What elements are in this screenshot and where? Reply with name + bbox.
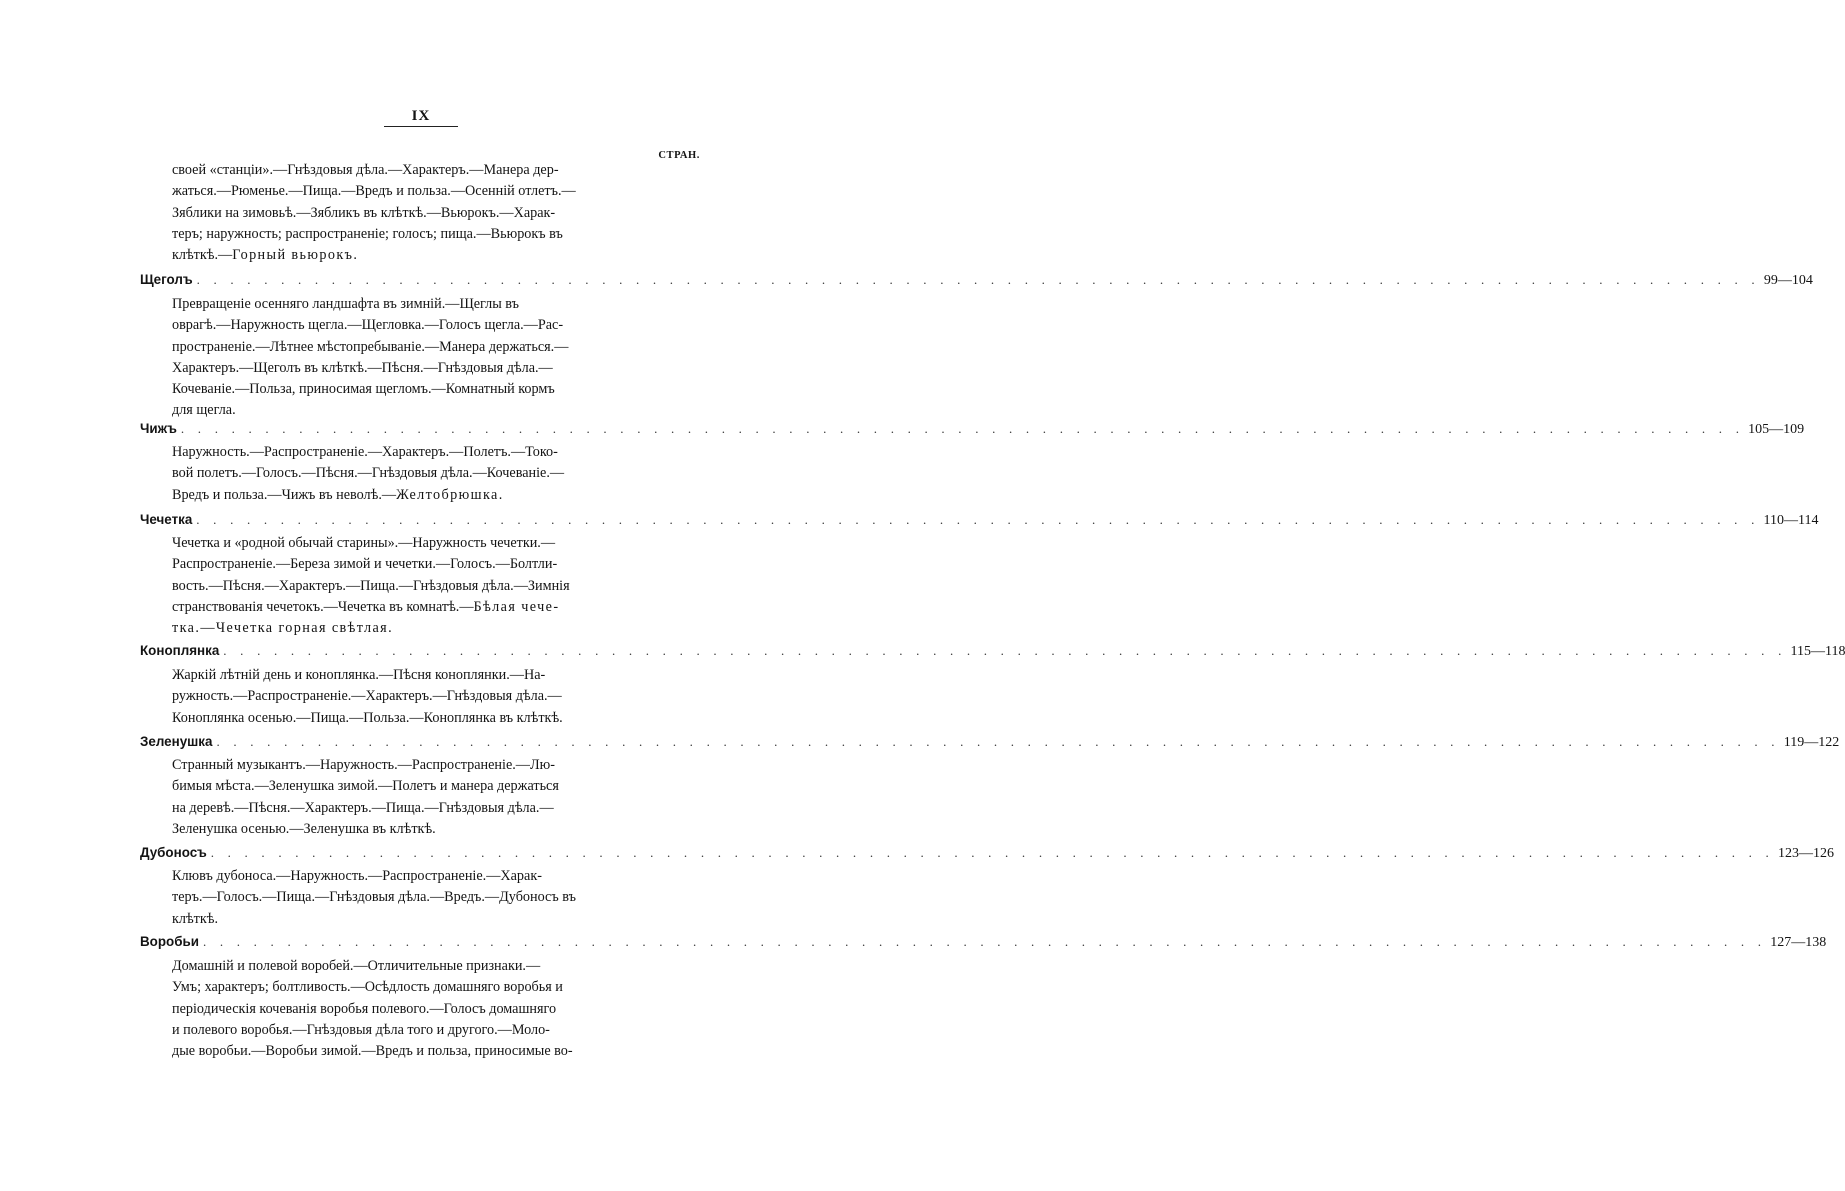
- description-line: и полевого воробья.—Гнѣздовыя дѣла того и другого.—Моло-: [172, 1021, 550, 1038]
- entry-title: Воробьи: [140, 934, 199, 949]
- entry-title: Чижъ: [140, 421, 177, 436]
- toc-entry-zelenushka[interactable]: [140, 734, 1840, 756]
- entry-title: Коноплянка: [140, 643, 220, 658]
- header-rule: [384, 126, 458, 127]
- description-line: странствованія чечетокъ.—Чечетка въ комнатѣ.—Бѣлая чече-: [172, 598, 560, 615]
- description-line: Наружность.—Распространеніе.—Характеръ.—Полетъ.—Токо-: [172, 444, 558, 460]
- description-line: своей «станціи».—Гнѣздовыя дѣла.—Характеръ.—Манера дер-: [172, 162, 559, 178]
- description-line: бимыя мѣста.—Зеленушка зимой.—Полетъ и манера держаться: [172, 778, 559, 795]
- entry-pages: 127—138: [1770, 935, 1827, 950]
- entry-pages: 123—126: [1777, 846, 1834, 861]
- dot-leader: . . . . . . . . . . . . . . . . . . . . . . . . . . . . . . . . . . . . . . . . . . . . . . . . . . . . . . . . . . . . . . . . . . . . . . . . . . . . . . . . . . . . . . . . . . . . .: [196, 272, 1760, 287]
- pages-column-header: СТРАН.: [658, 150, 700, 161]
- dot-leader: . . . . . . . . . . . . . . . . . . . . . . . . . . . . . . . . . . . . . . . . . . . . . . . . . . . . . . . . . . . . . . . . . . . . . . . . . . . . . . . . . . . . . . . . . . . . .: [202, 934, 1767, 949]
- entry-description: [172, 956, 634, 1062]
- description-line: Превращеніе осенняго ландшафта въ зимній.—Щеглы въ: [172, 296, 519, 312]
- description-line: теръ; наружность; распространеніе; голосъ; пища.—Вьюрокъ въ: [172, 225, 563, 242]
- toc-entry-chizh[interactable]: [140, 421, 1805, 443]
- entry-title: Зеленушка: [140, 734, 213, 749]
- entry-pages: 115—118: [1790, 644, 1845, 659]
- dot-leader: . . . . . . . . . . . . . . . . . . . . . . . . . . . . . . . . . . . . . . . . . . . . . . . . . . . . . . . . . . . . . . . . . . . . . . . . . . . . . . . . . . . . . . . . . . . . .: [180, 421, 1745, 436]
- description-line: Странный музыкантъ.—Наружность.—Распространеніе.—Лю-: [172, 757, 555, 773]
- entry-pages: 110—114: [1763, 513, 1819, 528]
- entry-pages: 99—104: [1763, 273, 1813, 288]
- description-line: теръ.—Голосъ.—Пища.—Гнѣздовыя дѣла.—Вредъ.—Дубоносъ въ: [172, 889, 576, 906]
- description-line: Зеленушка осенью.—Зеленушка въ клѣткѣ.: [172, 820, 436, 837]
- entry-title: Щеголъ: [140, 272, 193, 287]
- description-line: Распространеніе.—Береза зимой и чечетки.—Голосъ.—Болтли-: [172, 556, 558, 573]
- entry-description: [172, 866, 634, 930]
- description-line: Зяблики на зимовьѣ.—Зябликъ въ клѣткѣ.—Вьюрокъ.—Харак-: [172, 204, 556, 221]
- description-line: оврагѣ.—Наружность щегла.—Щегловка.—Голосъ щегла.—Рас-: [172, 317, 564, 334]
- description-line: Клювъ дубоноса.—Наружность.—Распространеніе.—Харак-: [172, 868, 542, 884]
- description-line: клѣткѣ.: [172, 910, 219, 927]
- description-line: вость.—Пѣсня.—Характеръ.—Пища.—Гнѣздовыя дѣла.—Зимнія: [172, 577, 570, 594]
- description-line: Кочеваніе.—Польза, приносимая щегломъ.—Комнатный кормъ: [172, 381, 555, 398]
- dot-leader: . . . . . . . . . . . . . . . . . . . . . . . . . . . . . . . . . . . . . . . . . . . . . . . . . . . . . . . . . . . . . . . . . . . . . . . . . . . . . . . . . . . . . . . . . . . . .: [223, 643, 1787, 658]
- dot-leader: . . . . . . . . . . . . . . . . . . . . . . . . . . . . . . . . . . . . . . . . . . . . . . . . . . . . . . . . . . . . . . . . . . . . . . . . . . . . . . . . . . . . . . . . . . . . .: [216, 734, 1780, 749]
- description-line: жаться.—Рюменье.—Пища.—Вредъ и польза.—Осенній отлетъ.—: [172, 183, 576, 200]
- description-line: Жаркій лѣтній день и коноплянка.—Пѣсня коноплянки.—На-: [172, 667, 546, 683]
- continuation-description: [172, 160, 634, 266]
- entry-title: Чечетка: [140, 512, 193, 527]
- description-line: пространеніе.—Лѣтнее мѣстопребываніе.—Манера держаться.—: [172, 338, 569, 355]
- spaced-subtitle: Чечетка горная свѣтлая.: [215, 620, 394, 637]
- entry-description: [172, 442, 634, 506]
- entry-description: [172, 665, 634, 729]
- toc-entry-konoplyanka[interactable]: [140, 643, 1845, 665]
- spaced-subtitle: Желтобрюшка.: [396, 486, 504, 503]
- description-line: вой полетъ.—Голосъ.—Пѣсня.—Гнѣздовыя дѣла.—Кочеваніе.—: [172, 465, 565, 482]
- description-line: клѣткѣ.—Горный вьюрокъ.: [172, 247, 359, 264]
- entry-description: [172, 533, 634, 639]
- description-line: Домашній и полевой воробей.—Отличительные признаки.—: [172, 958, 541, 974]
- spaced-subtitle: Бѣлая чече-: [473, 598, 560, 615]
- entry-title: Дубоносъ: [140, 845, 207, 860]
- toc-entry-dubonos[interactable]: [140, 845, 1834, 867]
- description-line: тка.—Чечетка горная свѣтлая.: [172, 620, 394, 637]
- entry-description: [172, 294, 634, 422]
- description-line: Умъ; характеръ; болтливость.—Осѣдлость домашняго воробья и: [172, 979, 563, 996]
- page-number: IX: [411, 108, 431, 124]
- description-line: Коноплянка осенью.—Пища.—Польза.—Коноплянка въ клѣткѣ.: [172, 709, 563, 726]
- spaced-subtitle: Горный вьюрокъ.: [232, 247, 359, 264]
- description-line: на деревѣ.—Пѣсня.—Характеръ.—Пища.—Гнѣздовыя дѣла.—: [172, 799, 554, 816]
- description-line: дые воробьи.—Воробьи зимой.—Вредъ и польза, приносимые во-: [172, 1043, 573, 1060]
- toc-entry-vorobyi[interactable]: [140, 934, 1827, 956]
- entry-pages: 105—109: [1748, 422, 1805, 437]
- description-line: Характеръ.—Щеголъ въ клѣткѣ.—Пѣсня.—Гнѣздовыя дѣла.—: [172, 359, 553, 376]
- description-line: Вредъ и польза.—Чижъ въ неволѣ.—Желтобрюшка.: [172, 486, 504, 503]
- description-line: для щегла.: [172, 402, 236, 419]
- toc-entry-chechetka[interactable]: [140, 512, 1819, 534]
- entry-description: [172, 755, 634, 840]
- entry-pages: 119—122: [1783, 735, 1840, 750]
- description-line: ружность.—Распространеніе.—Характеръ.—Гнѣздовыя дѣла.—: [172, 688, 562, 705]
- description-line: Чечетка и «родной обычай старины».—Наружность чечетки.—: [172, 535, 556, 551]
- dot-leader: . . . . . . . . . . . . . . . . . . . . . . . . . . . . . . . . . . . . . . . . . . . . . . . . . . . . . . . . . . . . . . . . . . . . . . . . . . . . . . . . . . . . . . . . . . . . .: [196, 512, 1760, 527]
- dot-leader: . . . . . . . . . . . . . . . . . . . . . . . . . . . . . . . . . . . . . . . . . . . . . . . . . . . . . . . . . . . . . . . . . . . . . . . . . . . . . . . . . . . . . . . . . . . . .: [210, 845, 1774, 860]
- toc-entry-shchegol[interactable]: [140, 272, 1813, 294]
- description-line: періодическія кочеванія воробья полевого.—Голосъ домашняго: [172, 1000, 557, 1017]
